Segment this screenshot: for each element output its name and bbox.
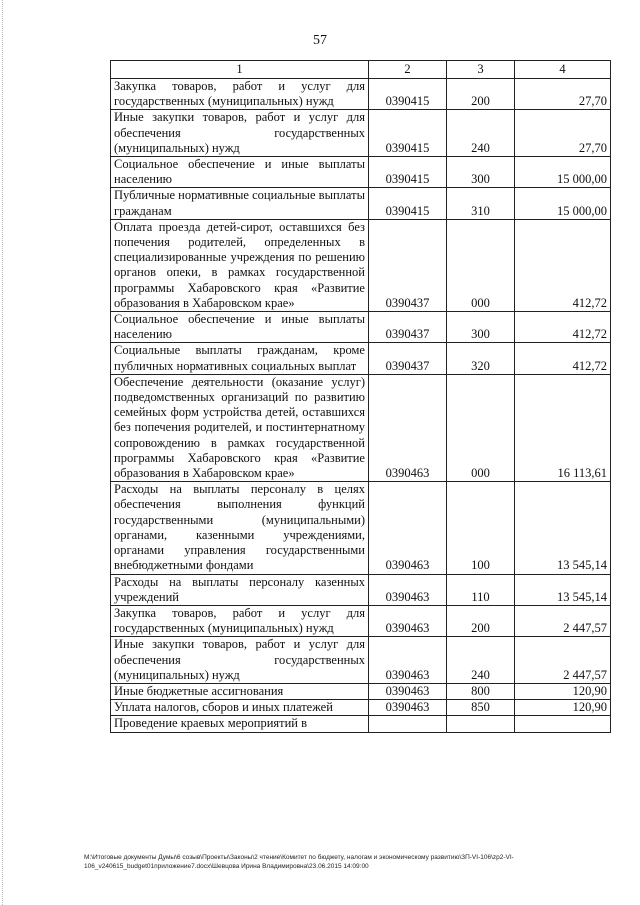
table-row (111, 374, 611, 481)
row-sum: 412,72 (515, 312, 611, 343)
row-code: 0390415 (369, 79, 447, 110)
row-vr: 240 (447, 637, 515, 684)
table-row (111, 574, 611, 605)
row-name: Иные бюджетные ассигнования (111, 683, 369, 699)
row-name: Социальные выплаты гражданам, кроме публичных нормативных социальных выплат (111, 343, 369, 374)
row-sum: 27,70 (515, 110, 611, 157)
row-name: Иные закупки товаров, работ и услуг для обеспечения государственных (муниципальных) нужд (111, 110, 369, 157)
row-sum: 412,72 (515, 219, 611, 311)
table-row (111, 605, 611, 636)
table-row (111, 700, 611, 716)
row-sum: 412,72 (515, 343, 611, 374)
row-vr: 100 (447, 482, 515, 574)
row-name: Иные закупки товаров, работ и услуг для обеспечения государственных (муниципальных) нужд (111, 637, 369, 684)
row-sum: 120,90 (515, 683, 611, 699)
row-code: 0390463 (369, 637, 447, 684)
row-code: 0390415 (369, 110, 447, 157)
row-name: Закупка товаров, работ и услуг для государственных (муниципальных) нужд (111, 605, 369, 636)
row-name: Уплата налогов, сборов и иных платежей (111, 700, 369, 716)
row-vr: 110 (447, 574, 515, 605)
row-code: 0390463 (369, 482, 447, 574)
row-code: 0390437 (369, 343, 447, 374)
table-row (111, 79, 611, 110)
table-header-row (111, 61, 611, 79)
row-sum: 2 447,57 (515, 605, 611, 636)
table-row (111, 716, 611, 732)
row-sum: 13 545,14 (515, 482, 611, 574)
row-code: 0390463 (369, 683, 447, 699)
scan-edge (2, 0, 5, 905)
row-code: 0390415 (369, 157, 447, 188)
row-code: 0390463 (369, 374, 447, 481)
table-row (111, 110, 611, 157)
table-row (111, 188, 611, 219)
table-row (111, 482, 611, 574)
row-vr: 320 (447, 343, 515, 374)
row-vr: 000 (447, 219, 515, 311)
row-name: Социальное обеспечение и иные выплаты населению (111, 312, 369, 343)
budget-table (110, 60, 611, 733)
row-code: 0390463 (369, 605, 447, 636)
table-row (111, 157, 611, 188)
row-code: 0390415 (369, 188, 447, 219)
row-vr: 200 (447, 79, 515, 110)
row-sum: 2 447,57 (515, 637, 611, 684)
row-code: 0390463 (369, 574, 447, 605)
row-code: 0390437 (369, 312, 447, 343)
row-code: 0390463 (369, 700, 447, 716)
row-code (369, 716, 447, 732)
table-row (111, 343, 611, 374)
column-header-name: 1 (111, 61, 369, 79)
row-sum: 120,90 (515, 700, 611, 716)
row-name: Расходы на выплаты персоналу казенных учреждений (111, 574, 369, 605)
row-sum: 15 000,00 (515, 188, 611, 219)
table-row (111, 312, 611, 343)
row-sum (515, 716, 611, 732)
row-name: Расходы на выплаты персоналу в целях обеспечения выполнения функций государственными (муниципальными) органами, казенными учреждениями, органами управления государственными внебюджетными фондами (111, 482, 369, 574)
table-row (111, 637, 611, 684)
document-path-footer: M:\Итоговые документы Думы\6 созыв\Проекты\Законы\2 чтение\Комитет по бюджету, налогам и экономическому развитию\ЗП-VI-106\zp2-VI-106_v240615_budget01приложение7.docx\Шевцова Ирина Владимировна\23.06.2015 14:09:00 (84, 854, 514, 870)
row-vr: 300 (447, 312, 515, 343)
row-vr: 800 (447, 683, 515, 699)
row-vr: 000 (447, 374, 515, 481)
row-name: Проведение краевых мероприятий в (111, 716, 369, 732)
row-name: Обеспечение деятельности (оказание услуг) подведомственных организаций по развитию семейных форм устройства детей, оставшихся без попечения родителей, и постинтернатному сопровождению в рамках государственной программы Хабаровского края «Развитие образования в Хабаровском крае» (111, 374, 369, 481)
row-sum: 27,70 (515, 79, 611, 110)
row-code: 0390437 (369, 219, 447, 311)
row-sum: 16 113,61 (515, 374, 611, 481)
column-header-code: 2 (369, 61, 447, 79)
column-header-sum: 4 (515, 61, 611, 79)
row-vr: 300 (447, 157, 515, 188)
row-name: Оплата проезда детей-сирот, оставшихся без попечения родителей, определенных в специализированные учреждения по решению органов опеки, в рамках государственной программы Хабаровского края «Развитие образования в Хабаровском крае» (111, 219, 369, 311)
row-name: Публичные нормативные социальные выплаты гражданам (111, 188, 369, 219)
row-name: Социальное обеспечение и иные выплаты населению (111, 157, 369, 188)
column-header-vr: 3 (447, 61, 515, 79)
row-vr: 310 (447, 188, 515, 219)
page-number: 57 (313, 33, 327, 48)
row-vr: 850 (447, 700, 515, 716)
table-row (111, 683, 611, 699)
row-sum: 13 545,14 (515, 574, 611, 605)
row-vr: 240 (447, 110, 515, 157)
table-row (111, 219, 611, 311)
row-name: Закупка товаров, работ и услуг для государственных (муниципальных) нужд (111, 79, 369, 110)
row-vr (447, 716, 515, 732)
row-vr: 200 (447, 605, 515, 636)
row-sum: 15 000,00 (515, 157, 611, 188)
